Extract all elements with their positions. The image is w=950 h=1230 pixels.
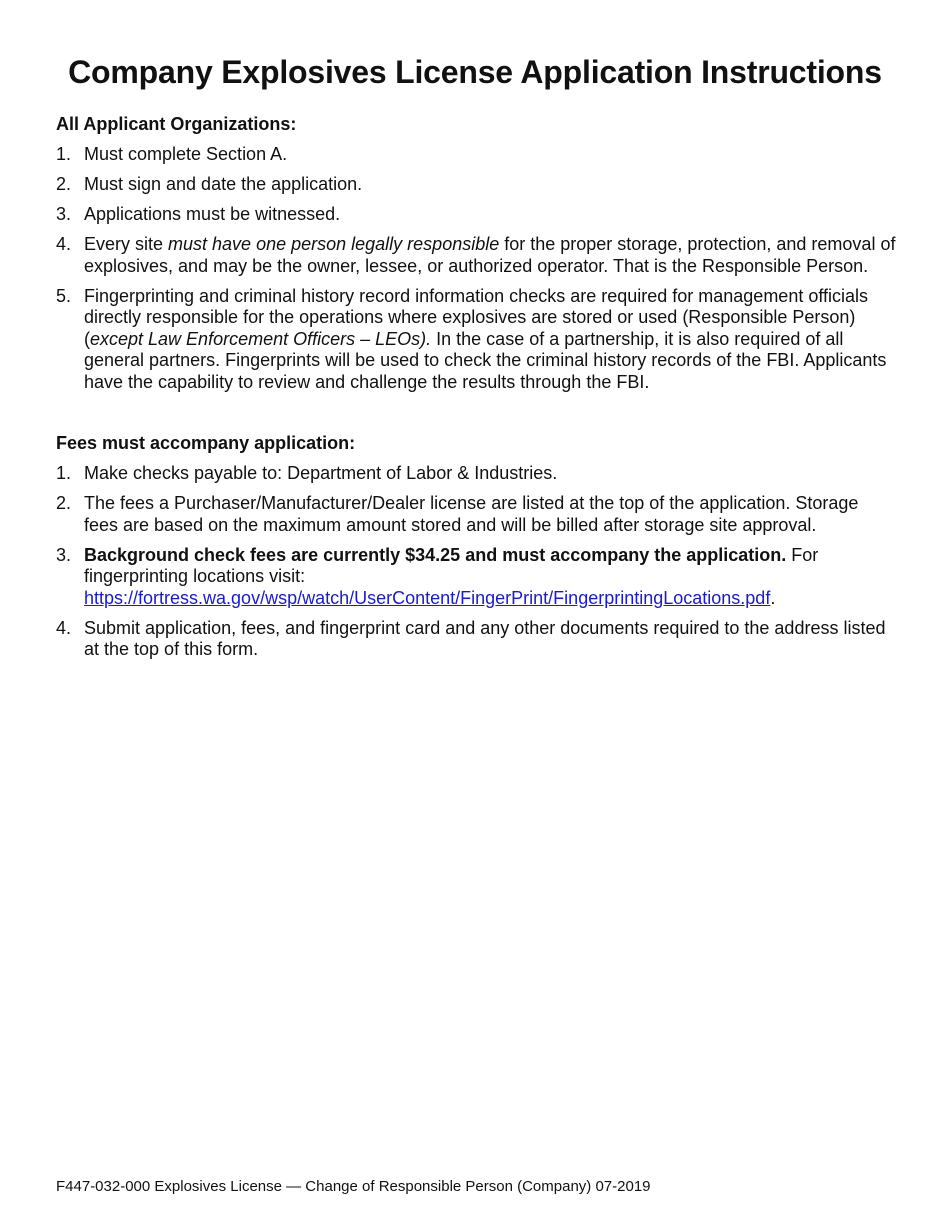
text-run: In the case of a partnership, it is also required of all general partners. Fingerprints will be used to check the criminal history records of the FBI. Applicants have the capability to review and challenge the results through the FBI.: [84, 328, 887, 392]
list-text: Make checks payable to: Department of Labor & Industries.: [84, 463, 558, 483]
list-item: [56, 174, 896, 196]
list-text: Must complete Section A.: [84, 144, 288, 164]
list-item: [56, 618, 896, 661]
list-text: Must sign and date the application.: [84, 174, 363, 194]
list-text: [84, 234, 895, 276]
emphasis-text: must have one person legally responsible: [168, 234, 500, 254]
list-text: [84, 286, 886, 392]
bold-text: Background check fees are currently $34.25 and must accompany the application.: [84, 544, 787, 565]
list-number: 1.: [56, 463, 72, 483]
list-number: 2.: [56, 174, 72, 194]
list-item: [56, 234, 896, 277]
list-text: The fees a Purchaser/Manufacturer/Dealer license are listed at the top of the application. Storage fees are based on the maximum amount stored and will be billed after storage site approval.: [84, 493, 859, 535]
page-title: Company Explosives License Application Instructions: [68, 54, 882, 90]
applicant-requirements-list: [56, 144, 896, 402]
list-item: [56, 493, 896, 536]
list-number: 4.: [56, 617, 72, 638]
list-text: Applications must be witnessed.: [84, 204, 341, 224]
text-run: .: [770, 587, 776, 608]
list-number: 5.: [56, 285, 72, 306]
fees-list: [56, 463, 896, 669]
list-text: Submit application, fees, and fingerprint card and any other documents required to the address listed at the top of this form.: [84, 617, 886, 659]
form-footer: F447-032-000 Explosives License — Change of Responsible Person (Company) 07-2019: [56, 1178, 651, 1195]
list-number: 1.: [56, 144, 72, 164]
list-item: [56, 204, 896, 226]
list-number: 4.: [56, 234, 72, 254]
text-run: Every site: [84, 234, 169, 254]
list-item: [56, 545, 896, 610]
list-item: [56, 463, 896, 485]
text-run: Fingerprinting and criminal history record information checks are required for management officials directly responsible for the operations where explosives are stored or used (Responsible Person) (: [84, 285, 869, 349]
list-text: [84, 545, 818, 608]
list-number: 3.: [56, 544, 72, 565]
list-number: 3.: [56, 204, 72, 224]
text-run: For fingerprinting locations visit:: [84, 544, 819, 586]
list-number: 2.: [56, 493, 72, 513]
emphasis-text: except Law Enforcement Officers – LEOs).: [90, 328, 432, 349]
section-heading-applicants: All Applicant Organizations:: [56, 114, 297, 134]
text-run: for the proper storage, protection, and removal of explosives, and may be the owner, lessee, or authorized operator. That is the Responsible Person.: [84, 234, 896, 276]
section-heading-fees: Fees must accompany application:: [56, 433, 356, 453]
list-item: [56, 286, 896, 394]
fingerprint-locations-link[interactable]: https://fortress.wa.gov/wsp/watch/UserContent/FingerPrint/FingerprintingLocations.pdf: [84, 587, 771, 608]
list-item: [56, 144, 896, 166]
